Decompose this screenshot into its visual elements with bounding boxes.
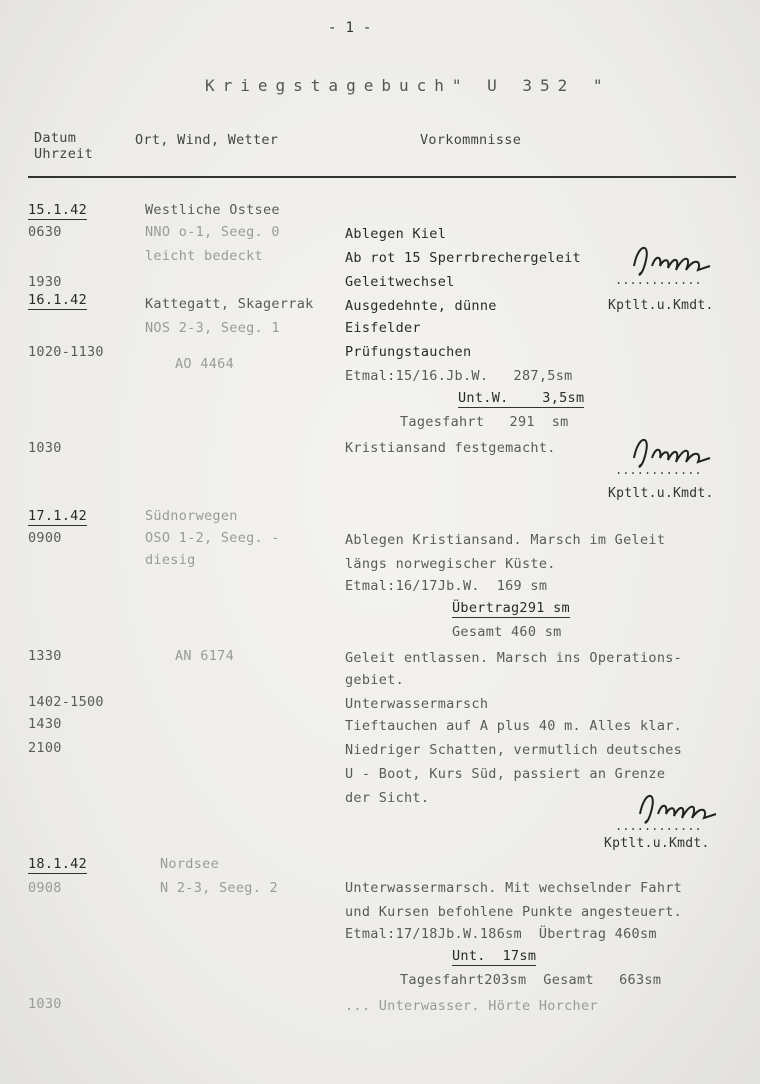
date-entry: 16.1.42	[28, 292, 87, 308]
location-entry: Nordsee	[160, 856, 219, 872]
wind-entry: N 2-3, Seeg. 2	[160, 880, 278, 896]
event-line: Unterwassermarsch	[345, 696, 489, 712]
header-datum: Datum	[34, 130, 77, 146]
event-line: und Kursen befohlene Punkte angesteuert.	[345, 904, 683, 920]
date-entry: 15.1.42	[28, 202, 87, 218]
document-title: Kriegstagebuch" U 352 "	[205, 76, 611, 95]
event-line: Ab rot 15 Sperrbrechergeleit	[345, 250, 581, 266]
time-entry: 0908	[28, 880, 62, 896]
weather-entry: leicht bedeckt	[145, 248, 263, 264]
event-line: Ablegen Kristiansand. Marsch im Geleit	[345, 532, 666, 548]
commander-rank: Kptlt.u.Kmdt.	[608, 298, 714, 313]
wind-entry: NOS 2-3, Seeg. 1	[145, 320, 280, 336]
location-entry: Westliche Ostsee	[145, 202, 280, 218]
time-entry: 1030	[28, 440, 62, 456]
carryover-distance: Übertrag291 sm	[452, 600, 570, 616]
time-entry: 1930	[28, 274, 62, 290]
event-line: gebiet.	[345, 672, 404, 688]
weather-entry: diesig	[145, 552, 196, 568]
signature-dots: ............	[615, 819, 702, 833]
commander-rank: Kptlt.u.Kmdt.	[604, 836, 710, 851]
time-entry: 0900	[28, 530, 62, 546]
event-line: U - Boot, Kurs Süd, passiert an Grenze	[345, 766, 666, 782]
time-entry: 2100	[28, 740, 62, 756]
event-line: Eisfelder	[345, 320, 421, 336]
header-rule	[28, 176, 736, 178]
event-line: Ablegen Kiel	[345, 226, 447, 242]
etmal-line: Etmal:16/17Jb.W. 169 sm	[345, 578, 548, 594]
header-vorkommnisse: Vorkommnisse	[420, 132, 522, 148]
header-uhrzeit: Uhrzeit	[34, 146, 93, 162]
event-line: Tieftauchen auf A plus 40 m. Alles klar.	[345, 718, 683, 734]
date-entry: 18.1.42	[28, 856, 87, 872]
wind-entry: NNO o-1, Seeg. 0	[145, 224, 280, 240]
event-line: Prüfungstauchen	[345, 344, 472, 360]
underwater-distance: Unt. 17sm	[452, 948, 537, 964]
event-line: längs norwegischer Küste.	[345, 556, 556, 572]
daily-distance: Tagesfahrt 291 sm	[400, 414, 569, 430]
underwater-distance: Unt.W. 3,5sm	[458, 390, 585, 406]
time-entry: 1020-1130	[28, 344, 104, 360]
grid-square-entry: AO 4464	[175, 356, 234, 372]
etmal-line: Etmal:17/18Jb.W.186sm Übertrag 460sm	[345, 926, 657, 942]
page-number: - 1 -	[328, 20, 372, 36]
event-line: der Sicht.	[345, 790, 430, 806]
event-line: Niedriger Schatten, vermutlich deutsches	[345, 742, 683, 758]
time-entry: 1330	[28, 648, 62, 664]
event-line: Kristiansand festgemacht.	[345, 440, 556, 456]
event-line: Unterwassermarsch. Mit wechselnder Fahrt	[345, 880, 683, 896]
total-distance: Gesamt 460 sm	[452, 624, 562, 640]
event-line: ... Unterwasser. Hörte Horcher	[345, 998, 598, 1014]
wind-entry: OSO 1-2, Seeg. -	[145, 530, 280, 546]
time-entry: 1430	[28, 716, 62, 732]
time-entry: 1030	[28, 996, 62, 1012]
event-line: Ausgedehnte, dünne	[345, 298, 497, 314]
date-entry: 17.1.42	[28, 508, 87, 524]
time-entry: 0630	[28, 224, 62, 240]
header-ort: Ort, Wind, Wetter	[135, 132, 279, 148]
commander-rank: Kptlt.u.Kmdt.	[608, 486, 714, 501]
signature-dots: ............	[615, 273, 702, 287]
location-entry: Südnorwegen	[145, 508, 238, 524]
signature-dots: ............	[615, 463, 702, 477]
grid-square-entry: AN 6174	[175, 648, 234, 664]
event-line: Geleitwechsel	[345, 274, 455, 290]
location-entry: Kattegatt, Skagerrak	[145, 296, 314, 312]
event-line: Geleit entlassen. Marsch ins Operations-	[345, 650, 683, 666]
time-entry: 1402-1500	[28, 694, 104, 710]
etmal-line: Etmal:15/16.Jb.W. 287,5sm	[345, 368, 573, 384]
daily-total-line: Tagesfahrt203sm Gesamt 663sm	[400, 972, 662, 988]
